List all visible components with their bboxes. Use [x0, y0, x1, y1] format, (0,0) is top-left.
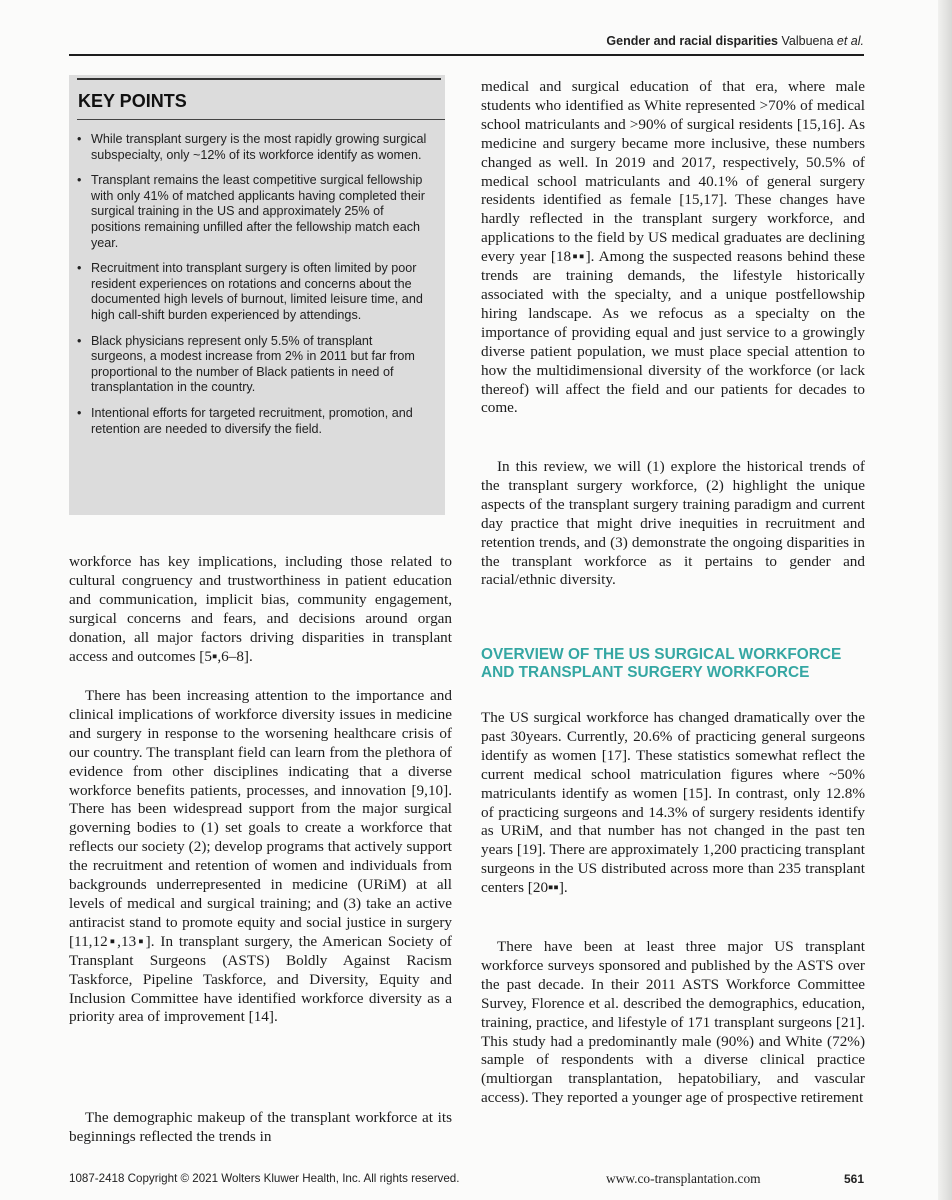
left-paragraph-2: There has been increasing attention to the importance and clinical implications of workforce diversity issues in medicine and surgery in response to the worsening healthcare crisis of our country. The transplant field can learn from the plethora of evidence from other disciplines indicating that a diverse workforce benefits patients, processes, and innovation [9,10]. There has been widespread support from the major surgical governing bodies to (1) set goals to create a workforce that reflects our society (2); develop programs that actively support the recruitment and retention of women and individuals from backgrounds underrepresented in medicine (URiM) at all levels of medical and surgical training; and (3) take an active antiracist stand to promote equity and social justice in surgery [11,12▪,13▪]. In transplant surgery, the American Society of Transplant Surgeons (ASTS) Boldly Against Racism Taskforce, Pipeline Taskforce, and Diversity, Equity and Inclusion Committee have identified workforce diversity as a priority area of improvement [14]. [69, 687, 452, 1026]
key-points-list [77, 120, 441, 437]
key-point-item: • Black physicians represent only 5.5% of transplant surgeons, a modest increase from 2% in 2011 but far from proportional to the number of Black patients in need of transplantation in the country. [77, 334, 431, 396]
right-paragraph-1: medical and surgical education of that era, where male students who identified as White represented >70% of medical school matriculants and >90% of surgical residents [15,16]. As medicine and surgery became more inclusive, these numbers changed as well. In 2019 and 2017, respectively, 50.5% of medical school matriculants and 40.1% of general surgery residents identified as female [15,17]. These changes have hardly reflected in the transplant surgery workforce, and applications to the field by US medical graduates are declining every year [18▪▪]. Among the suspected reasons behind these trends are training demands, the lifestyle historically associated with the specialty, and a unique postfellowship hiring landscape. As we refocus as a specialty on the importance of providing equal and just service to a growingly diverse patient population, we must place special attention to how the multidimensional diversity of the workforce (or lack thereof) will affect the field and our patients for decades to come. [481, 78, 865, 417]
key-points-inner [77, 78, 441, 447]
left-paragraph-1: workforce has key implications, including those related to cultural congruency and trustworthiness in patient education and communication, implicit bias, community engagement, surgical concerns and fears, and decisions around organ donation, all major factors driving disparities in transplant access and outcomes [5▪,6–8]. [69, 553, 452, 665]
key-point-item: • While transplant surgery is the most rapidly growing surgical subspecialty, only ~12% of its workforce identify as women. [77, 132, 431, 163]
key-points-title: KEY POINTS [77, 80, 445, 120]
right-paragraph-2: In this review, we will (1) explore the historical trends of the transplant surgery workforce, (2) highlight the unique aspects of the transplant surgery training paradigm and current day practice that might drive inequities in recruitment and retention trends, and (3) demonstrate the ongoing disparities in the transplant workforce as it pertains to gender and racial/ethnic diversity. [481, 458, 865, 589]
key-point-item: • Recruitment into transplant surgery is often limited by poor resident experiences on rotations and concerns about the documented high levels of burnout, limited leisure time, and high call-shift burden experienced by attendings. [77, 261, 431, 323]
header-rule [69, 54, 864, 56]
left-paragraph-3: The demographic makeup of the transplant workforce at its beginnings reflected the trends in [69, 1109, 452, 1145]
footer-copyright: 1087-2418 Copyright © 2021 Wolters Kluwer Health, Inc. All rights reserved. [69, 1172, 460, 1185]
right-paragraph-4: There have been at least three major US transplant workforce surveys sponsored and published by the ASTS over the past decade. In their 2011 ASTS Workforce Committee Survey, Florence et al. described the demographics, education, training, practice, and lifestyle of 171 transplant surgeons [21]. This study had a predominantly male (90%) and White (72%) sample of respondents with a diverse clinical practice (multiorgan transplantation, hepatobiliary, and vascular access). They reported a younger age of prospective retirement [481, 938, 865, 1107]
running-authors: Valbuena [781, 34, 834, 48]
footer-url: www.co-transplantation.com [606, 1171, 761, 1186]
page-number: 561 [843, 1172, 864, 1186]
key-points-box [69, 75, 445, 515]
running-header [69, 30, 864, 56]
key-point-item: • Transplant remains the least competitive surgical fellowship with only 41% of matched applicants having completed their surgical training in the US and approximately 25% of positions remaining unfilled after the fellowship match each year. [77, 173, 431, 251]
running-et-al: et al. [836, 34, 864, 48]
page-edge-shadow [938, 0, 952, 1200]
right-paragraph-3: The US surgical workforce has changed dramatically over the past 30years. Currently, 20.6% of practicing general surgeons identify as women [17]. These statistics somewhat reflect the current medical school matriculation figures where ~50% matriculants identify as women [15]. In contrast, only 12.8% of practicing surgeons and 14.3% of surgery residents identify as URiM, and that number has not changed in the past ten years [19]. There are approximately 1,200 practicing transplant surgeons in the US distributed across more than 235 transplant centers [20▪▪]. [481, 709, 865, 897]
key-point-item: • Intentional efforts for targeted recruitment, promotion, and retention are needed to diversify the field. [77, 406, 431, 437]
running-head-text [606, 34, 864, 48]
running-title: Gender and racial disparities [606, 34, 779, 48]
section-heading: OVERVIEW OF THE US SURGICAL WORKFORCE AND TRANSPLANT SURGERY WORKFORCE [481, 646, 842, 681]
page-footer [69, 1172, 864, 1192]
